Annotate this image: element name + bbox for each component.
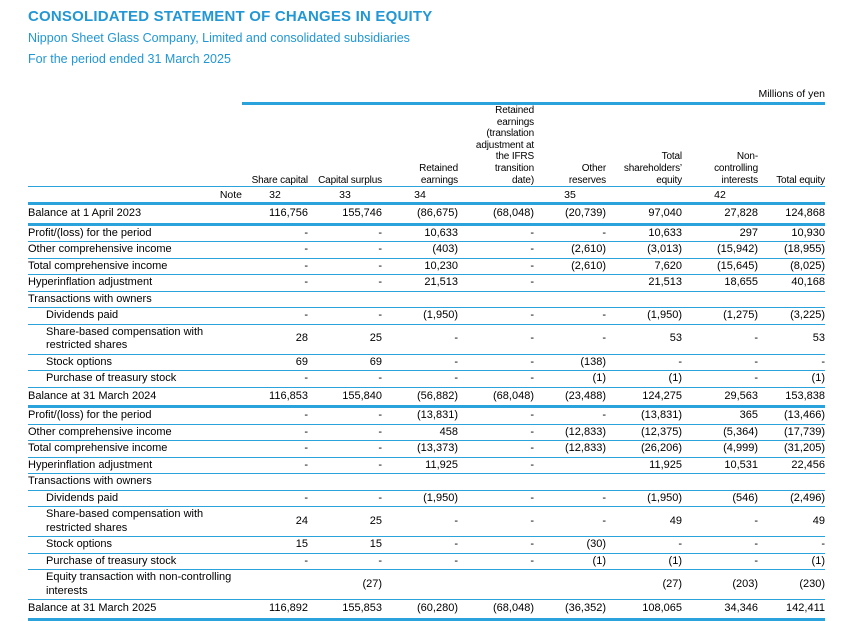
value-cell: 124,868 bbox=[785, 207, 825, 220]
note-number: 34 bbox=[414, 188, 426, 201]
value-cell: - bbox=[530, 554, 534, 567]
value-cell bbox=[242, 474, 308, 491]
value-cell: - bbox=[378, 243, 382, 256]
value-cell: 116,853 bbox=[269, 389, 308, 402]
table-row bbox=[28, 308, 825, 325]
column-header: Capital surplus bbox=[308, 104, 382, 187]
value-cell: 10,633 bbox=[648, 226, 682, 239]
value-cell: 155,840 bbox=[342, 389, 382, 402]
row-label: Profit/(loss) for the period bbox=[28, 226, 152, 239]
value-cell: (8,025) bbox=[790, 259, 825, 272]
value-cell: 153,838 bbox=[785, 389, 825, 402]
value-cell bbox=[606, 474, 682, 491]
row-label: Purchase of treasury stock bbox=[46, 554, 177, 567]
value-cell: (3,225) bbox=[790, 309, 825, 322]
value-cell: - bbox=[754, 355, 758, 368]
page-title: CONSOLIDATED STATEMENT OF CHANGES IN EQUITY bbox=[28, 8, 433, 25]
value-cell: - bbox=[378, 458, 382, 471]
value-cell: - bbox=[754, 538, 758, 551]
value-cell: (1) bbox=[811, 554, 825, 567]
row-label: Balance at 31 March 2025 bbox=[28, 602, 157, 615]
value-cell: - bbox=[454, 355, 458, 368]
row-label: Transactions with owners bbox=[28, 475, 152, 488]
value-cell: 10,531 bbox=[724, 458, 758, 471]
table-row bbox=[28, 275, 825, 292]
value-cell: 53 bbox=[669, 332, 682, 345]
value-cell: 15 bbox=[295, 538, 308, 551]
table-row bbox=[28, 224, 825, 242]
value-cell bbox=[758, 291, 825, 308]
value-cell: (12,833) bbox=[565, 442, 606, 455]
value-cell: (203) bbox=[732, 577, 758, 590]
value-cell: (17,739) bbox=[784, 425, 825, 438]
value-cell: - bbox=[530, 409, 534, 422]
value-cell: - bbox=[378, 372, 382, 385]
value-cell: 21,513 bbox=[648, 276, 682, 289]
value-cell: - bbox=[304, 425, 308, 438]
value-cell: (2,610) bbox=[571, 259, 606, 272]
value-cell: - bbox=[304, 442, 308, 455]
value-cell: - bbox=[304, 226, 308, 239]
value-cell: - bbox=[454, 538, 458, 551]
table-row bbox=[28, 371, 825, 388]
row-label: Dividends paid bbox=[46, 309, 119, 322]
value-cell: - bbox=[530, 425, 534, 438]
value-cell: (27) bbox=[662, 577, 682, 590]
value-cell: - bbox=[304, 458, 308, 471]
value-cell: (23,488) bbox=[565, 389, 606, 402]
equity-statement-table bbox=[28, 102, 825, 621]
value-cell: - bbox=[530, 226, 534, 239]
value-cell: - bbox=[678, 538, 682, 551]
value-cell: - bbox=[454, 554, 458, 567]
value-cell bbox=[382, 474, 458, 491]
value-cell: (1,950) bbox=[647, 309, 682, 322]
column-header: Total equity bbox=[758, 104, 825, 187]
value-cell: (1,275) bbox=[723, 309, 758, 322]
value-cell: (138) bbox=[580, 355, 606, 368]
value-cell bbox=[382, 570, 458, 600]
value-cell: - bbox=[454, 332, 458, 345]
value-cell: (5,364) bbox=[723, 425, 758, 438]
value-cell: (1) bbox=[592, 372, 606, 385]
value-cell: (56,882) bbox=[417, 389, 458, 402]
note-number bbox=[606, 187, 682, 204]
value-cell: (12,375) bbox=[641, 425, 682, 438]
value-cell: 25 bbox=[369, 514, 382, 527]
value-cell: 69 bbox=[369, 355, 382, 368]
row-label: Other comprehensive income bbox=[28, 243, 172, 256]
value-cell: (20,739) bbox=[565, 207, 606, 220]
row-label: Dividends paid bbox=[46, 491, 119, 504]
table-row bbox=[28, 324, 825, 354]
value-cell: - bbox=[304, 372, 308, 385]
value-cell: 155,746 bbox=[342, 207, 382, 220]
value-cell: (3,013) bbox=[647, 243, 682, 256]
table-row bbox=[28, 553, 825, 570]
value-cell: (26,206) bbox=[641, 442, 682, 455]
value-cell: 97,040 bbox=[648, 207, 682, 220]
table-row bbox=[28, 570, 825, 600]
value-cell: - bbox=[378, 425, 382, 438]
table-row bbox=[28, 354, 825, 371]
company-subtitle: Nippon Sheet Glass Company, Limited and consolidated subsidiaries bbox=[28, 31, 410, 45]
value-cell: (13,831) bbox=[641, 409, 682, 422]
value-cell: 40,168 bbox=[791, 276, 825, 289]
value-cell: - bbox=[530, 442, 534, 455]
value-cell: (31,205) bbox=[784, 442, 825, 455]
row-label: Hyperinflation adjustment bbox=[28, 276, 153, 289]
table-row bbox=[28, 407, 825, 425]
value-cell: 7,620 bbox=[654, 259, 682, 272]
row-label: Stock options bbox=[46, 355, 113, 368]
value-cell: - bbox=[304, 554, 308, 567]
value-cell bbox=[758, 474, 825, 491]
column-header: Retained earnings (translation adjustment at the IFRS transition date) bbox=[458, 104, 534, 187]
value-cell: - bbox=[602, 309, 606, 322]
value-cell bbox=[682, 474, 758, 491]
note-number: 35 bbox=[564, 188, 576, 201]
value-cell: (12,833) bbox=[565, 425, 606, 438]
section-row bbox=[28, 291, 825, 308]
value-cell: (1) bbox=[592, 554, 606, 567]
value-cell: - bbox=[602, 409, 606, 422]
value-cell: - bbox=[378, 309, 382, 322]
value-cell: - bbox=[754, 332, 758, 345]
value-cell bbox=[308, 474, 382, 491]
value-cell: 124,275 bbox=[642, 389, 682, 402]
value-cell: (403) bbox=[432, 243, 458, 256]
row-label: Stock options bbox=[46, 538, 113, 551]
value-cell: (2,610) bbox=[571, 243, 606, 256]
value-cell: - bbox=[530, 259, 534, 272]
value-cell: - bbox=[304, 309, 308, 322]
value-cell: (546) bbox=[732, 491, 758, 504]
value-cell: - bbox=[530, 309, 534, 322]
balance-row bbox=[28, 204, 825, 225]
value-cell: - bbox=[530, 491, 534, 504]
value-cell: 24 bbox=[295, 514, 308, 527]
value-cell bbox=[458, 570, 534, 600]
row-label: Equity transaction with non-controlling interests bbox=[46, 571, 232, 597]
value-cell: (27) bbox=[362, 577, 382, 590]
value-cell: 142,411 bbox=[786, 602, 825, 615]
note-row-spacer bbox=[28, 187, 218, 204]
value-cell: (15,645) bbox=[717, 259, 758, 272]
value-cell: 21,513 bbox=[424, 276, 458, 289]
value-cell: 27,828 bbox=[724, 207, 758, 220]
value-cell bbox=[308, 291, 382, 308]
value-cell bbox=[242, 570, 308, 600]
note-column-header: Note bbox=[219, 188, 242, 201]
value-cell: 11,925 bbox=[425, 458, 458, 471]
header-label-spacer bbox=[28, 104, 218, 187]
value-cell: - bbox=[754, 372, 758, 385]
note-number bbox=[758, 187, 825, 204]
row-label: Purchase of treasury stock bbox=[46, 372, 177, 385]
value-cell: (68,048) bbox=[493, 207, 534, 220]
value-cell: - bbox=[454, 514, 458, 527]
value-cell: - bbox=[821, 355, 825, 368]
value-cell: - bbox=[821, 538, 825, 551]
value-cell: 25 bbox=[369, 332, 382, 345]
value-cell: 53 bbox=[812, 332, 825, 345]
row-label: Profit/(loss) for the period bbox=[28, 409, 152, 422]
row-label: Total comprehensive income bbox=[28, 259, 168, 272]
column-header: Non- controlling interests bbox=[682, 104, 758, 187]
value-cell: 10,230 bbox=[424, 259, 458, 272]
balance-row bbox=[28, 600, 825, 620]
value-cell: (18,955) bbox=[784, 243, 825, 256]
value-cell: (13,831) bbox=[417, 409, 458, 422]
row-label: Balance at 31 March 2024 bbox=[28, 389, 157, 402]
value-cell: 10,930 bbox=[791, 226, 825, 239]
value-cell: 10,633 bbox=[424, 226, 458, 239]
value-cell: - bbox=[378, 442, 382, 455]
row-label: Transactions with owners bbox=[28, 292, 152, 305]
value-cell: - bbox=[678, 355, 682, 368]
value-cell: 116,756 bbox=[269, 207, 308, 220]
row-label: Hyperinflation adjustment bbox=[28, 458, 153, 471]
value-cell: 297 bbox=[739, 226, 758, 239]
value-cell: 15 bbox=[369, 538, 382, 551]
column-header: Share capital bbox=[242, 104, 308, 187]
value-cell bbox=[458, 291, 534, 308]
value-cell: (1,950) bbox=[423, 491, 458, 504]
units-label: Millions of yen bbox=[758, 88, 825, 100]
table-row bbox=[28, 441, 825, 458]
value-cell: (2,496) bbox=[790, 491, 825, 504]
value-cell: - bbox=[602, 226, 606, 239]
value-cell: - bbox=[378, 491, 382, 504]
value-cell: 365 bbox=[739, 409, 758, 422]
value-cell: - bbox=[530, 372, 534, 385]
column-header-row bbox=[28, 104, 825, 187]
value-cell: (15,942) bbox=[717, 243, 758, 256]
value-cell: (13,466) bbox=[784, 409, 825, 422]
value-cell: 28 bbox=[295, 332, 308, 345]
value-cell bbox=[534, 275, 606, 292]
value-cell: - bbox=[378, 554, 382, 567]
value-cell: - bbox=[530, 514, 534, 527]
document-header bbox=[28, 8, 728, 73]
value-cell bbox=[382, 291, 458, 308]
row-label: Balance at 1 April 2023 bbox=[28, 207, 142, 220]
value-cell: 69 bbox=[295, 355, 308, 368]
value-cell bbox=[606, 291, 682, 308]
value-cell: - bbox=[602, 491, 606, 504]
value-cell: 29,563 bbox=[724, 389, 758, 402]
value-cell: 116,892 bbox=[269, 602, 308, 615]
row-label: Share-based compensation with restricted shares bbox=[46, 508, 204, 534]
table-row bbox=[28, 537, 825, 554]
value-cell: (1) bbox=[668, 372, 682, 385]
value-cell: 155,853 bbox=[342, 602, 382, 615]
value-cell: 34,346 bbox=[724, 602, 758, 615]
value-cell: - bbox=[530, 243, 534, 256]
section-row bbox=[28, 474, 825, 491]
value-cell bbox=[534, 570, 606, 600]
table-body bbox=[28, 204, 825, 620]
value-cell bbox=[242, 291, 308, 308]
value-cell: - bbox=[530, 355, 534, 368]
column-header: Other reserves bbox=[534, 104, 606, 187]
table-row bbox=[28, 490, 825, 507]
value-cell: (13,373) bbox=[417, 442, 458, 455]
value-cell: - bbox=[602, 332, 606, 345]
table-row bbox=[28, 242, 825, 259]
value-cell bbox=[682, 291, 758, 308]
value-cell bbox=[458, 474, 534, 491]
value-cell: (68,048) bbox=[493, 389, 534, 402]
value-cell: (30) bbox=[586, 538, 606, 551]
value-cell: (230) bbox=[799, 577, 825, 590]
value-cell: - bbox=[754, 554, 758, 567]
value-cell: (1,950) bbox=[423, 309, 458, 322]
value-cell: - bbox=[530, 332, 534, 345]
column-header: Total shareholders’ equity bbox=[606, 104, 682, 187]
value-cell: - bbox=[304, 276, 308, 289]
column-header: Retained earnings bbox=[382, 104, 458, 187]
value-cell: - bbox=[378, 409, 382, 422]
value-cell: - bbox=[304, 491, 308, 504]
value-cell: 49 bbox=[812, 514, 825, 527]
value-cell: (1) bbox=[668, 554, 682, 567]
value-cell: - bbox=[378, 226, 382, 239]
row-label: Share-based compensation with restricted shares bbox=[46, 325, 204, 352]
note-number: 33 bbox=[339, 188, 351, 201]
header-note-spacer bbox=[218, 104, 242, 187]
value-cell: 49 bbox=[669, 514, 682, 527]
value-cell: - bbox=[530, 538, 534, 551]
value-cell: - bbox=[454, 372, 458, 385]
value-cell: (36,352) bbox=[565, 602, 606, 615]
value-cell: (60,280) bbox=[417, 602, 458, 615]
value-cell bbox=[534, 474, 606, 491]
row-label: Total comprehensive income bbox=[28, 442, 168, 455]
table-row bbox=[28, 258, 825, 275]
note-row bbox=[28, 187, 825, 204]
note-number bbox=[458, 187, 534, 204]
period-subtitle: For the period ended 31 March 2025 bbox=[28, 52, 231, 66]
value-cell: (86,675) bbox=[417, 207, 458, 220]
value-cell: (4,999) bbox=[723, 442, 758, 455]
table-row bbox=[28, 457, 825, 474]
table-row bbox=[28, 424, 825, 441]
value-cell: - bbox=[754, 514, 758, 527]
note-number: 32 bbox=[269, 188, 281, 201]
note-number: 42 bbox=[714, 188, 726, 201]
value-cell: - bbox=[304, 243, 308, 256]
value-cell: 11,925 bbox=[649, 458, 682, 471]
value-cell: 18,655 bbox=[724, 276, 758, 289]
value-cell: - bbox=[304, 259, 308, 272]
row-label: Other comprehensive income bbox=[28, 425, 172, 438]
value-cell: - bbox=[602, 514, 606, 527]
value-cell: - bbox=[304, 409, 308, 422]
value-cell: - bbox=[530, 276, 534, 289]
value-cell: (1) bbox=[811, 372, 825, 385]
balance-row bbox=[28, 387, 825, 407]
value-cell bbox=[534, 457, 606, 474]
value-cell: - bbox=[530, 458, 534, 471]
value-cell: (1,950) bbox=[647, 491, 682, 504]
value-cell: 22,456 bbox=[791, 458, 825, 471]
table-row bbox=[28, 507, 825, 537]
value-cell: - bbox=[378, 259, 382, 272]
value-cell bbox=[534, 291, 606, 308]
value-cell: - bbox=[378, 276, 382, 289]
value-cell: (68,048) bbox=[493, 602, 534, 615]
value-cell: 108,065 bbox=[642, 602, 682, 615]
value-cell: 458 bbox=[439, 425, 458, 438]
